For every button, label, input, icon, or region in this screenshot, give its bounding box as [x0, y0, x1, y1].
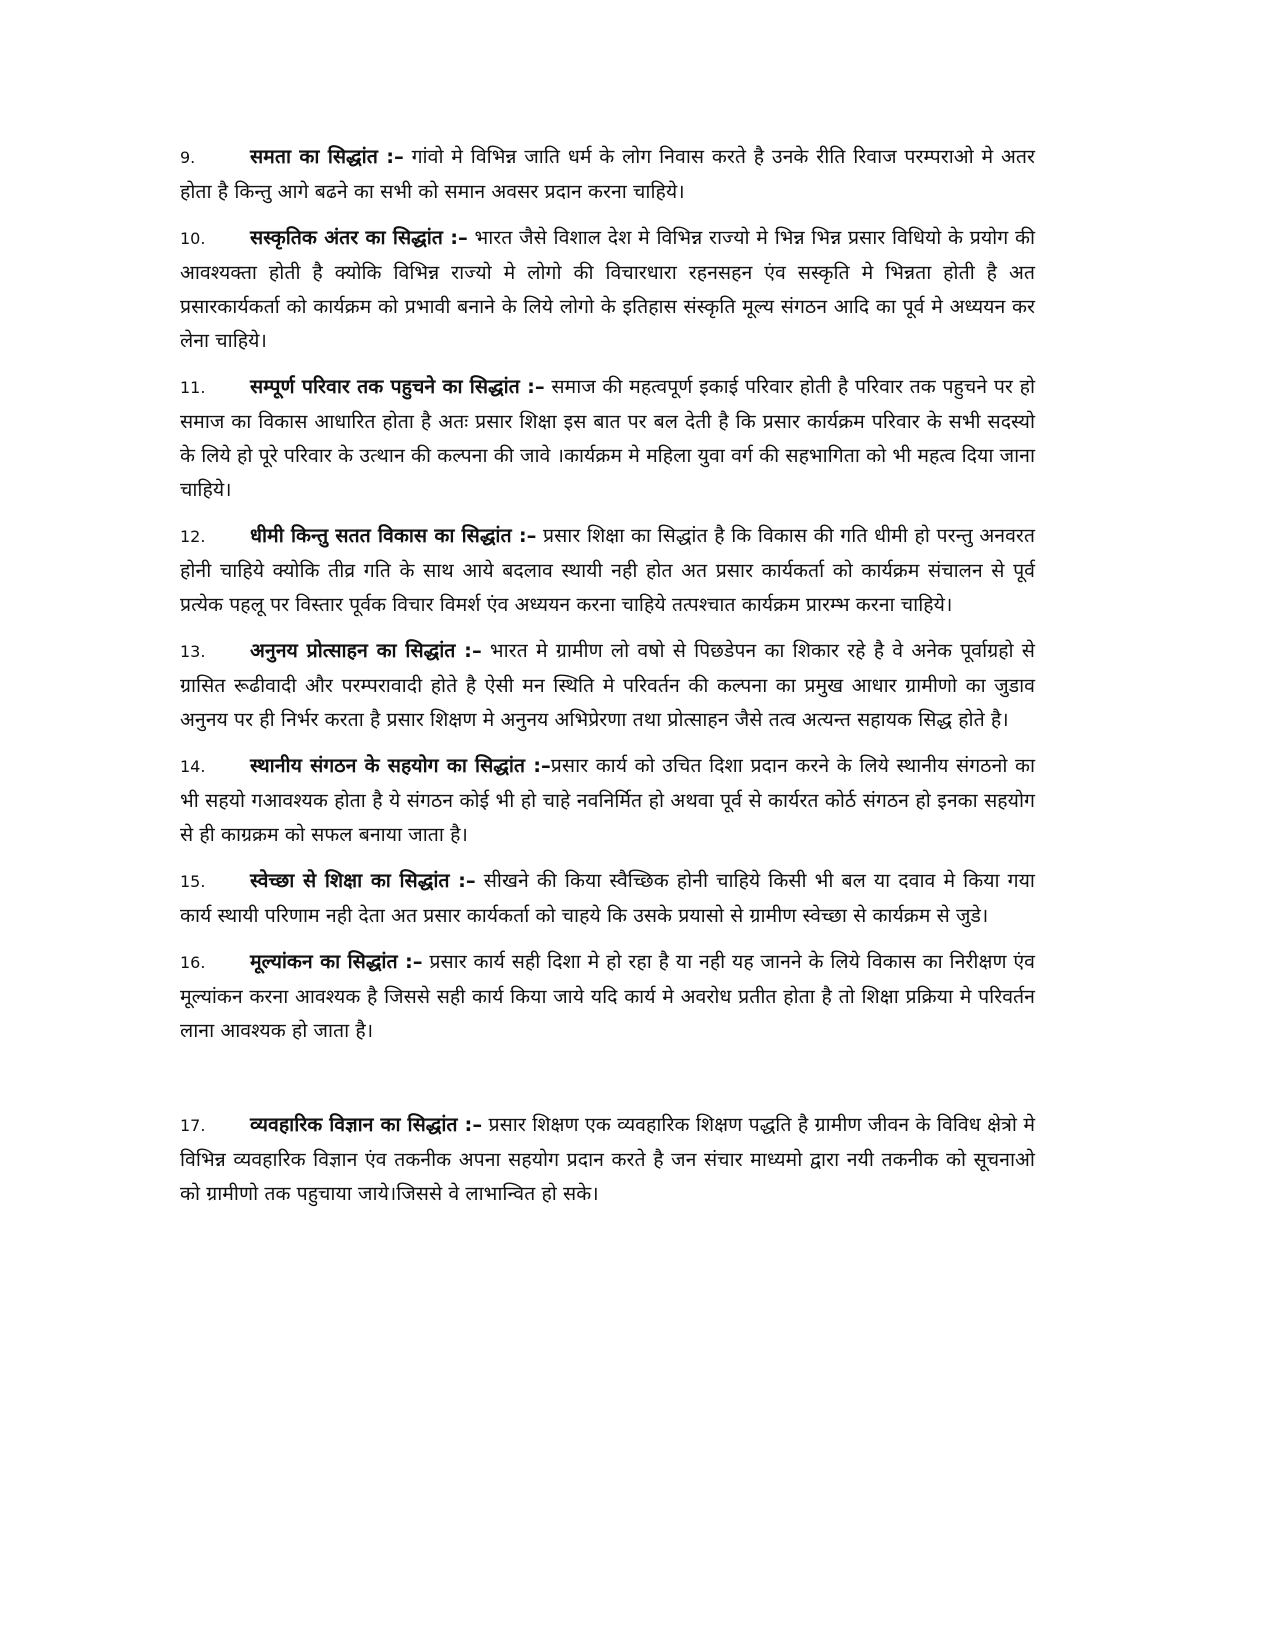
principle-16	[180, 945, 1035, 1048]
principle-number: 15.	[180, 872, 206, 891]
principle-title: मूल्यांकन का सिद्धांत :–	[250, 950, 423, 973]
principle-title: व्यवहारिक विज्ञान का सिद्धांत :–	[250, 1113, 483, 1136]
principle-number: 12.	[180, 527, 206, 546]
principle-13	[180, 634, 1035, 737]
principle-number: 14.	[180, 757, 206, 776]
principle-body: प्रसार कार्य सही दिशा मे हो रहा है या नही यह जानने के लिये विकास का निरीक्षण एंव मूल्यांकन करना आवश्यक है जिससे सही कार्य किया जाये यदि कार्य मे अवरोध प्रतीत होता है तो शिक्षा प्रक्रिया मे परिवर्तन लाना आवश्यक हो जाता है।	[180, 950, 1035, 1042]
principle-title: स्थानीय संगठन के सहयोग का सिद्धांत :–	[250, 754, 551, 777]
principle-body: सीखने की किया स्वैच्छिक होनी चाहिये किसी भी बल या दवाव मे किया गया कार्य स्थायी परिणाम नही देता अत प्रसार कार्यकर्ता को चाहये कि उसके प्रयासो से ग्रामीण स्वेच्छा से कार्यक्रम से जुडे।	[180, 869, 1035, 927]
principle-title: सम्पूर्ण परिवार तक पहुचने का सिद्धांत :–	[250, 375, 545, 398]
principle-title: स्वेच्छा से शिक्षा का सिद्धांत :–	[250, 869, 476, 892]
principle-number: 16.	[180, 953, 206, 972]
principle-10	[180, 221, 1035, 358]
principle-body: प्रसार शिक्षा का सिद्धांत है कि विकास की गति धीमी हो परन्तु अनवरत होनी चाहिये क्योकि तीव्र गति के साथ आये बदलाव स्थायी नही होत अत प्रसार कार्यकर्ता को कार्यक्रम संचालन से पूर्व प्रत्येक पहलू पर विस्तार पूर्वक विचार विमर्श एंव अध्ययन करना चाहिये तत्पश्चात कार्यक्रम प्रारम्भ करना चाहिये।	[180, 524, 1036, 616]
principle-12	[180, 519, 1035, 622]
principle-body: भारत जैसे विशाल देश मे विभिन्न राज्यो मे भिन्न भिन्न प्रसार विधियो के प्रयोग की आवश्यक्ता होती है क्योकि विभिन्न राज्यो मे लोगो की विचारधारा रहनसहन एंव सस्कृति मे भिन्नता होती है अत प्रसारकार्यकर्ता को कार्यक्रम को प्रभावी बनाने के लिये लोगो के इतिहास संस्कृति मूल्य संगठन आदि का पूर्व मे अध्ययन कर लेना चाहिये।	[180, 226, 1035, 352]
principle-number: 10.	[180, 229, 206, 248]
principle-17	[180, 1108, 1035, 1211]
principle-number: 17.	[180, 1116, 206, 1135]
principle-9	[180, 140, 1035, 209]
principle-body: समाज की महत्वपूर्ण इकाई परिवार होती है परिवार तक पहुचने पर हो समाज का विकास आधारित होता है अतः प्रसार शिक्षा इस बात पर बल देती है कि प्रसार कार्यक्रम परिवार के सभी सदस्यो के लिये हो पूरे परिवार के उत्थान की कल्पना की जावे ।कार्यक्रम मे महिला युवा वर्ग की सहभागिता को भी महत्व दिया जाना चाहिये।	[180, 375, 1035, 501]
principle-body: गांवो मे विभिन्न जाति धर्म के लोग निवास करते है उनके रीति रिवाज परम्पराओ मे अतर होता है किन्तु आगे बढने का सभी को समान अवसर प्रदान करना चाहिये।	[180, 145, 1035, 203]
principle-number: 9.	[180, 148, 196, 167]
principle-11	[180, 370, 1035, 507]
principle-15	[180, 864, 1035, 933]
principle-14	[180, 749, 1035, 852]
principle-title: अनुनय प्रोत्साहन का सिद्धांत :–	[250, 639, 482, 662]
principle-title: सस्कृतिक अंतर का सिद्धांत :–	[250, 226, 468, 249]
principle-title: धीमी किन्तु सतत विकास का सिद्धांत :–	[250, 524, 537, 547]
principle-body: भारत मे ग्रामीण लो वषो से पिछडेपन का शिकार रहे है वे अनेक पूर्वाग्रहो से ग्रासित रूढीवादी और परम्परावादी होते है ऐसी मन स्थिति मे परिवर्तन की कल्पना का प्रमुख आधार ग्रामीणो का जुडाव अनुनय पर ही निर्भर करता है प्रसार शिक्षण मे अनुनय अभिप्रेरणा तथा प्रोत्साहन जैसे तत्व अत्यन्त सहायक सिद्ध होते है।	[180, 639, 1035, 731]
principle-body: प्रसार कार्य को उचित दिशा प्रदान करने के लिये स्थानीय संगठनो का भी सहयो गआवश्यक होता है ये संगठन कोई भी हो चाहे नवनिर्मित हो अथवा पूर्व से कार्यरत कोर्ठ संगठन हो इनका सहयोग से ही काग्रक्रम को सफल बनाया जाता है।	[180, 754, 1036, 846]
principle-number: 13.	[180, 642, 206, 661]
principle-title: समता का सिद्धांत :–	[250, 145, 404, 168]
document-page	[180, 140, 1035, 1223]
principle-body: प्रसार शिक्षण एक व्यवहारिक शिक्षण पद्धति है ग्रामीण जीवन के विविध क्षेत्रो मे विभिन्न व्यवहारिक विज्ञान एंव तकनीक अपना सहयोग प्रदान करते है जन संचार माध्यमो द्वारा नयी तकनीक को सूचनाओ को ग्रामीणो तक पहुचाया जाये।जिससे वे लाभान्वित हो सके।	[180, 1113, 1035, 1205]
principle-number: 11.	[180, 378, 206, 397]
